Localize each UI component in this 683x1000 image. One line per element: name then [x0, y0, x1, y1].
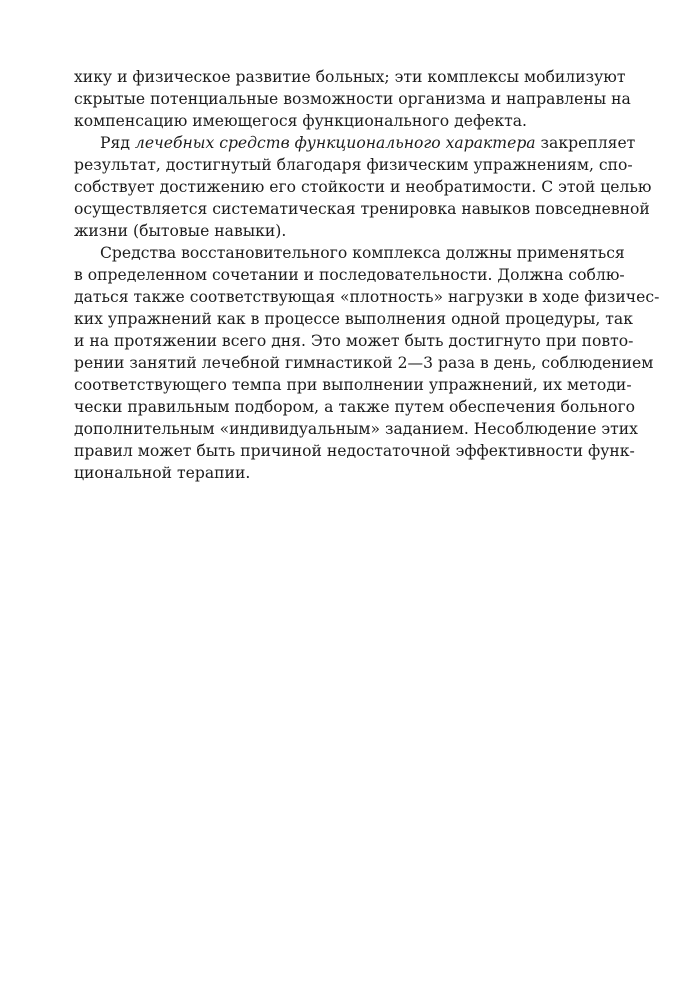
text-line: результат, достигнутый благодаря физическим упражнениям, спо-	[74, 156, 633, 174]
text-line: циональной терапии.	[74, 464, 251, 482]
paragraph-3	[74, 242, 660, 484]
text-run: Ряд	[100, 134, 135, 152]
text-line: осуществляется систематическая тренировка навыков повседневной	[74, 200, 650, 218]
text-line: в определенном сочетании и последовательности. Должна соблю-	[74, 266, 625, 284]
text-line: рении занятий лечебной гимнастикой 2—3 раза в день, соблюдением	[74, 354, 654, 372]
text-line: жизни (бытовые навыки).	[74, 222, 287, 240]
text-line: и на протяжении всего дня. Это может быть достигнуто при повто-	[74, 332, 634, 350]
text-line: дополнительным «индивидуальным» заданием. Несоблюдение этих	[74, 420, 638, 438]
text-line	[74, 132, 636, 154]
text-line: ких упражнений как в процессе выполнения одной процедуры, так	[74, 310, 633, 328]
text-line: Средства восстановительного комплекса должны применяться	[100, 244, 625, 262]
text-line: собствует достижению его стойкости и необратимости. С этой целью	[74, 178, 652, 196]
paragraph-1	[74, 66, 631, 132]
text-line: скрытые потенциальные возможности организма и направлены на	[74, 90, 631, 108]
text-line: правил может быть причиной недостаточной эффективности функ-	[74, 442, 635, 460]
text-line: соответствующего темпа при выполнении упражнений, их методи-	[74, 376, 632, 394]
body-text	[74, 66, 660, 484]
text-line: чески правильным подбором, а также путем обеспечения больного	[74, 398, 636, 416]
text-run: закрепляет	[535, 134, 636, 152]
text-line: даться также соответствующая «плотность» нагрузки в ходе физичес-	[74, 288, 660, 306]
paragraph-2	[74, 132, 652, 242]
text-line: хику и физическое развитие больных; эти комплексы мобилизуют	[74, 68, 626, 86]
italic-term: лечебных средств функционального характера	[134, 134, 536, 152]
text-line: компенсацию имеющегося функционального дефекта.	[74, 112, 528, 130]
